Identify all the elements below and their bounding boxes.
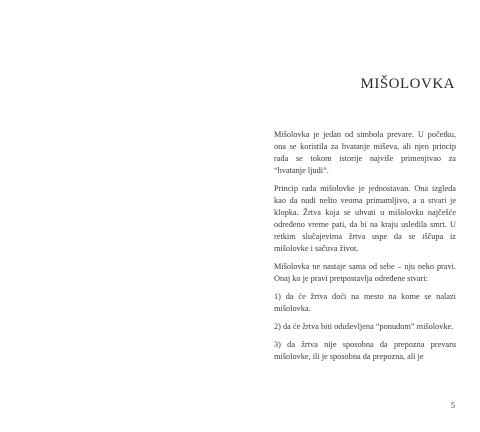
chapter-title: MIŠOLOVKA [360,76,455,92]
page-number: 5 [450,400,455,410]
chapter-body [274,129,456,369]
paragraph: Princip rada mišolovke je jednostavan. Ona izgleda kao da nudi nešto veoma primamljivo, a u stvari je klopka. Žrtva koja se uhvati u mišolovku najčešće određeno vreme pati, da bi na kraju usledila smrt. U retkim slučajevima žrtva uspe da se iščupa iz mišolovke i sačuva život. [274,184,456,253]
paragraph: 3) da žrtva nije sposobna da prepozna prevaru mišolovke, ili je sposobna da prepozna, ali je [274,340,456,361]
paragraph: 1) da će žrtva doći na mesto na kome se nalazi mišolovka. [274,292,456,313]
paragraph: Mišolovka je jedan od simbola prevare. U početku, ona se koristila za hvatanje miševa, ali njen princip rada se tokom istorije najviše primenjivao za “hvatanje ljudi”. [274,130,456,175]
paragraph: Mišolovka ne nastaje sama od sebe – nju neko pravi. Onaj ko je pravi pretpostavlja određene stvari: [274,262,456,283]
paragraph: 2) da će žrtva biti oduševljena “ponudom” mišolovke. [274,322,454,331]
